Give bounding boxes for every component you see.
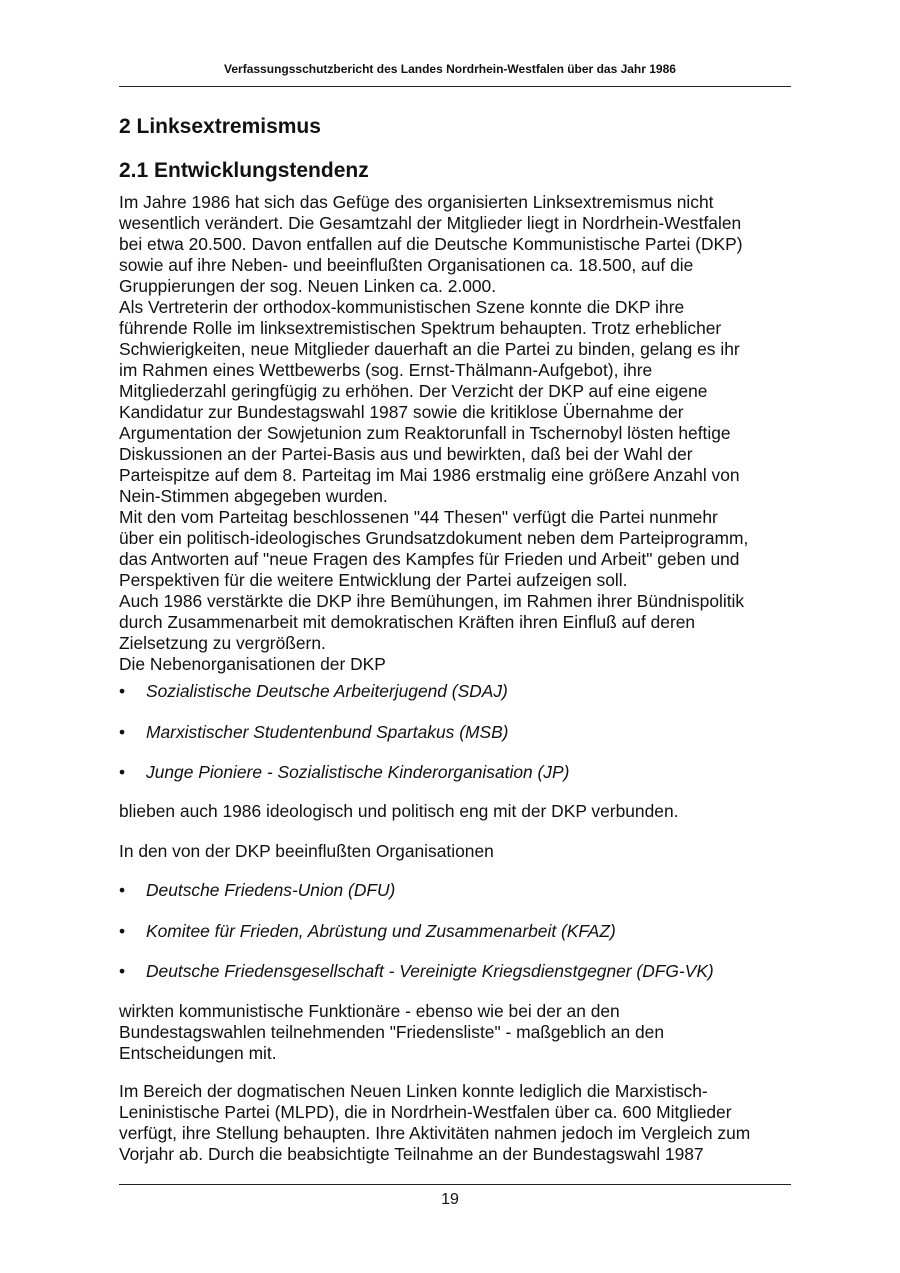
text-line: wirkten kommunistische Funktionäre - ebenso wie bei der an den (119, 1001, 620, 1021)
text-line: Parteispitze auf dem 8. Parteitag im Mai 1986 erstmalig eine größere Anzahl von (119, 465, 740, 485)
text-line: Die Nebenorganisationen der DKP (119, 654, 386, 674)
paragraph-functionaries (119, 1001, 819, 1064)
text-line: verfügt, ihre Stellung behaupten. Ihre Aktivitäten nahmen jedoch im Vergleich zum (119, 1123, 751, 1143)
text-line: Entscheidungen mit. (119, 1043, 277, 1063)
running-header: Verfassungsschutzbericht des Landes Nordrhein-Westfalen über das Jahr 1986 (224, 62, 676, 76)
chapter-heading: 2 Linksextremismus (119, 115, 321, 138)
text-line: sowie auf ihre Neben- und beeinflußten Organisationen ca. 18.500, auf die (119, 255, 694, 275)
text-line: Argumentation der Sowjetunion zum Reaktorunfall in Tschernobyl lösten heftige (119, 423, 731, 443)
list-item-text: Junge Pioniere - Sozialistische Kinderorganisation (JP) (146, 762, 570, 782)
section-heading: 2.1 Entwicklungstendenz (119, 159, 369, 182)
text-line: Leninistische Partei (MLPD), die in Nordrhein-Westfalen über ca. 600 Mitglieder (119, 1102, 732, 1122)
text-line: Im Bereich der dogmatischen Neuen Linken konnte lediglich die Marxistisch- (119, 1081, 708, 1101)
bullet-icon: • (119, 880, 126, 900)
text-line: Als Vertreterin der orthodox-kommunistischen Szene konnte die DKP ihre (119, 297, 685, 317)
paragraph-intro (119, 192, 819, 675)
text-line: Auch 1986 verstärkte die DKP ihre Bemühungen, im Rahmen ihrer Bündnispolitik (119, 591, 745, 611)
list-item-text: Marxistischer Studentenbund Spartakus (MSB) (146, 721, 509, 742)
paragraph-mlpd (119, 1081, 819, 1165)
bullet-icon: • (119, 762, 126, 782)
text-line: Gruppierungen der sog. Neuen Linken ca. 2.000. (119, 276, 497, 296)
footer-rule (119, 1184, 791, 1185)
list-item-text: Deutsche Friedens-Union (DFU) (146, 880, 396, 900)
text-line: In den von der DKP beeinflußten Organisationen (119, 841, 494, 861)
text-line: Zielsetzung zu vergrößern. (119, 633, 326, 653)
list-item-text: Deutsche Friedensgesellschaft - Vereinigte Kriegsdienstgegner (DFG-VK) (146, 961, 714, 981)
list-item-text: Komitee für Frieden, Abrüstung und Zusammenarbeit (KFAZ) (146, 920, 616, 941)
bullet-icon: • (119, 920, 126, 941)
header-rule (119, 86, 791, 87)
text-line: Kandidatur zur Bundestagswahl 1987 sowie die kritiklose Übernahme der (119, 402, 684, 422)
text-line: Perspektiven für die weitere Entwicklung der Partei aufzeigen soll. (119, 570, 628, 590)
bullet-icon: • (119, 721, 126, 742)
page-number: 19 (441, 1191, 459, 1208)
text-line: blieben auch 1986 ideologisch und politisch eng mit der DKP verbunden. (119, 801, 679, 821)
text-line: im Rahmen eines Wettbewerbs (sog. Ernst-Thälmann-Aufgebot), ihre (119, 360, 653, 380)
text-line: Mit den vom Parteitag beschlossenen "44 Thesen" verfügt die Partei nunmehr (119, 507, 718, 527)
text-line: führende Rolle im linksextremistischen Spektrum behaupten. Trotz erheblicher (119, 318, 722, 338)
text-line: wesentlich verändert. Die Gesamtzahl der Mitglieder liegt in Nordrhein-Westfalen (119, 213, 742, 233)
text-line: Im Jahre 1986 hat sich das Gefüge des organisierten Linksextremismus nicht (119, 192, 714, 212)
bullet-icon: • (119, 961, 126, 981)
text-line: Schwierigkeiten, neue Mitglieder dauerhaft an die Partei zu binden, gelang es ihr (119, 339, 740, 359)
text-line: Mitgliederzahl geringfügig zu erhöhen. Der Verzicht der DKP auf eine eigene (119, 381, 708, 401)
text-line: Vorjahr ab. Durch die beabsichtigte Teilnahme an der Bundestagswahl 1987 (119, 1144, 704, 1164)
text-line: durch Zusammenarbeit mit demokratischen Kräften ihren Einfluß auf deren (119, 612, 696, 632)
paragraph-after-list1 (119, 801, 819, 822)
list-item-text: Sozialistische Deutsche Arbeiterjugend (SDAJ) (146, 681, 508, 701)
text-line: Bundestagswahlen teilnehmenden "Friedensliste" - maßgeblich an den (119, 1022, 665, 1042)
text-line: Diskussionen an der Partei-Basis aus und bewirkten, daß bei der Wahl der (119, 444, 693, 464)
text-line: bei etwa 20.500. Davon entfallen auf die Deutsche Kommunistische Partei (DKP) (119, 234, 743, 254)
bullet-icon: • (119, 681, 126, 701)
text-line: Nein-Stimmen abgegeben wurden. (119, 486, 388, 506)
text-line: das Antworten auf "neue Fragen des Kampfes für Frieden und Arbeit" geben und (119, 549, 740, 569)
paragraph-influenced-orgs (119, 841, 819, 862)
text-line: über ein politisch-ideologisches Grundsatzdokument neben dem Parteiprogramm, (119, 528, 749, 548)
